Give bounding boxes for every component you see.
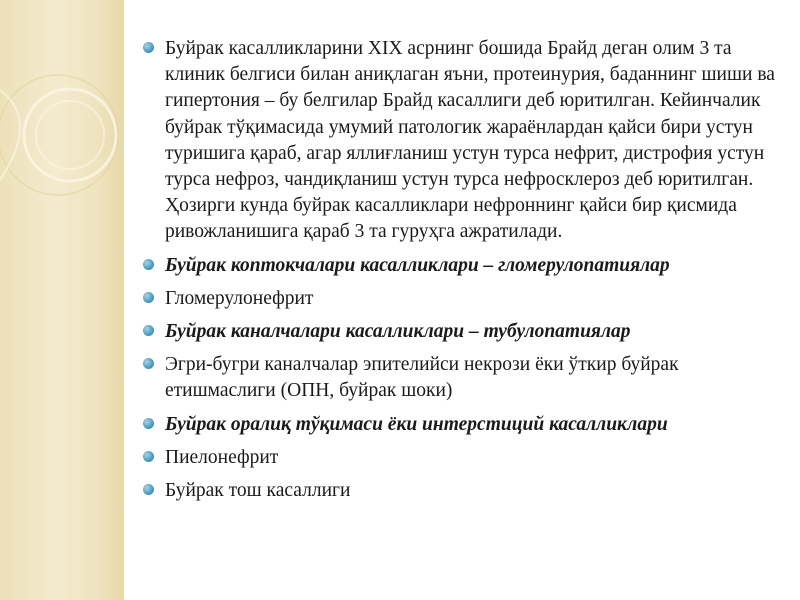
bullet-item — [143, 478, 783, 504]
bullet-item — [143, 352, 783, 404]
bullet-text: Эгри-бугри каналчалар эпителийси некрози ёки ўткир буйрак етишмаслиги (ОПН, буйрак шоки) — [165, 354, 679, 402]
bullet-list — [143, 36, 783, 504]
bullet-dot-icon — [143, 418, 154, 429]
bullet-text: Буйрак касалликларини XIX асрнинг бошида Брайд деган олим 3 та клиник белгиси билан аниқлаган яъни, протеинурия, баданнинг шиши ва гипертония – бу белгилар Брайд касаллиги деб юритилган. Кейинчалик буйрак тўқимасида умумий патологик жараёнлардан қайси бири устун туришига қараб, агар яллиғланиш устун турса нефрит, дистрофия устун турса нефроз, чандиқланиш устун турса нефросклероз деб юритилган. Ҳозирги кунда буйрак касалликлари нефроннинг қайси бир қисмида ривожланишига қараб 3 та гуруҳга ажратилади. — [165, 38, 775, 243]
bullet-text: Буйрак коптокчалари касалликлари – гломерулопатиялар — [165, 254, 670, 276]
bullet-item — [143, 319, 783, 345]
bullet-dot-icon — [143, 42, 154, 53]
bullet-text: Буйрак оралиқ тўқимаси ёки интерстиций касалликлари — [165, 413, 668, 435]
bullet-item — [143, 445, 783, 471]
bullet-text: Пиелонефрит — [165, 446, 279, 468]
bullet-dot-icon — [143, 292, 154, 303]
bullet-text: Буйрак тош касаллиги — [165, 480, 351, 502]
bullet-dot-icon — [143, 325, 154, 336]
bullet-item — [143, 286, 783, 312]
bullet-text: Гломерулонефрит — [165, 287, 314, 309]
bullet-item — [143, 36, 783, 246]
bullet-dot-icon — [143, 484, 154, 495]
decorative-circles — [0, 0, 124, 600]
bullet-dot-icon — [143, 451, 154, 462]
bullet-dot-icon — [143, 358, 154, 369]
decorative-side-panel — [0, 0, 124, 600]
bullet-dot-icon — [143, 259, 154, 270]
slide-body — [143, 36, 783, 511]
bullet-text: Буйрак каналчалари касалликлари – тубулопатиялар — [165, 321, 631, 343]
bullet-item — [143, 412, 783, 438]
bullet-item — [143, 253, 783, 279]
